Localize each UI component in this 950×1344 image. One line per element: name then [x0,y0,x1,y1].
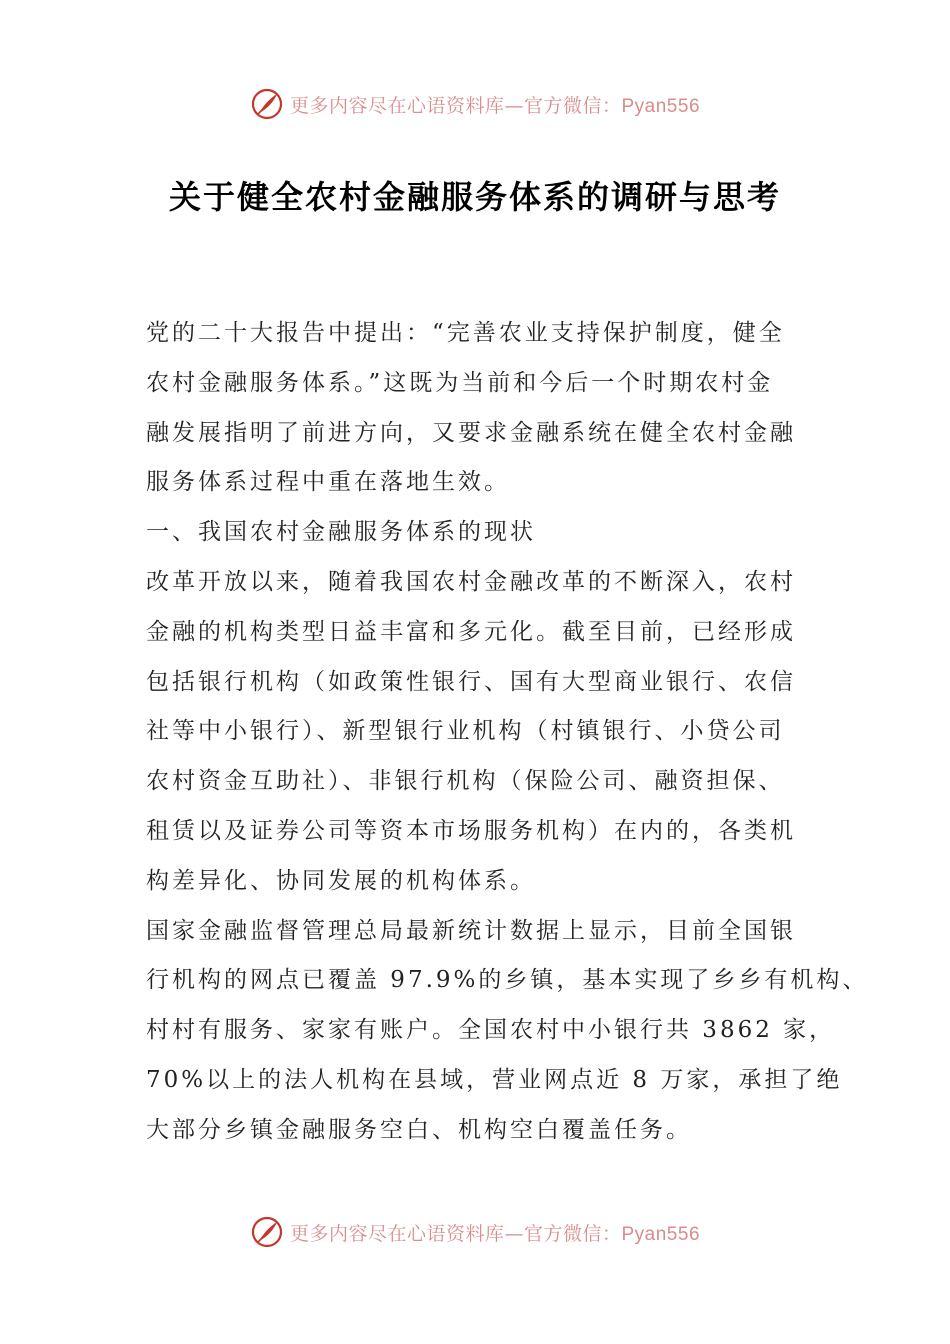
text-line: 农村资金互助社）、非银行机构（保险公司、融资担保、 [146,768,785,795]
text-line: 国家金融监督管理总局最新统计数据上显示，目前全国银 [146,917,796,944]
text-line: 构差异化、协同发展的机构体系。 [146,867,536,894]
text-line: 党的二十大报告中提出：“完善农业支持保护制度，健全 [146,320,785,346]
document-body [146,309,869,1156]
wechat-id: Pyan556 [621,95,701,117]
text-line: 包括银行机构（如政策性银行、国有大型商业银行、农信 [146,668,796,695]
text-line: 70%以上的法人机构在县域，营业网点近 8 万家，承担了绝 [146,1066,843,1093]
text-line: 租赁以及证券公司等资本市场服务机构）在内的，各类机 [146,817,796,844]
feather-pen-logo-icon [250,87,284,121]
text-line: 社等中小银行）、新型银行业机构（村镇银行、小贷公司 [146,718,785,745]
watermark-text: 更多内容尽在心语资料库—官方微信：Pyan556 [289,94,701,117]
text-line: 农村金融服务体系。”这既为当前和今后一个时期农村金 [146,369,774,396]
watermark-text: 更多内容尽在心语资料库—官方微信：Pyan556 [289,1222,701,1245]
text-line: 村村有服务、家家有账户。全国农村中小银行共 3862 家， [146,1017,836,1044]
header-watermark [0,84,950,124]
text-line: 服务体系过程中重在落地生效。 [146,469,510,496]
wechat-id: Pyan556 [621,1223,701,1245]
text-line: 改革开放以来，随着我国农村金融改革的不断深入，农村 [146,568,796,595]
feather-pen-logo-icon [250,1215,284,1249]
text-line: 金融的机构类型日益丰富和多元化。截至目前，已经形成 [146,618,796,645]
text-line: 行机构的网点已覆盖 97.9%的乡镇，基本实现了乡乡有机构、 [146,967,869,994]
text-line: 融发展指明了前进方向，又要求金融系统在健全农村金融 [146,419,796,446]
section-heading: 一、我国农村金融服务体系的现状 [146,519,536,546]
text-line: 大部分乡镇金融服务空白、机构空白覆盖任务。 [146,1116,692,1143]
footer-watermark [0,1212,950,1252]
document-title: 关于健全农村金融服务体系的调研与思考 [168,178,781,216]
